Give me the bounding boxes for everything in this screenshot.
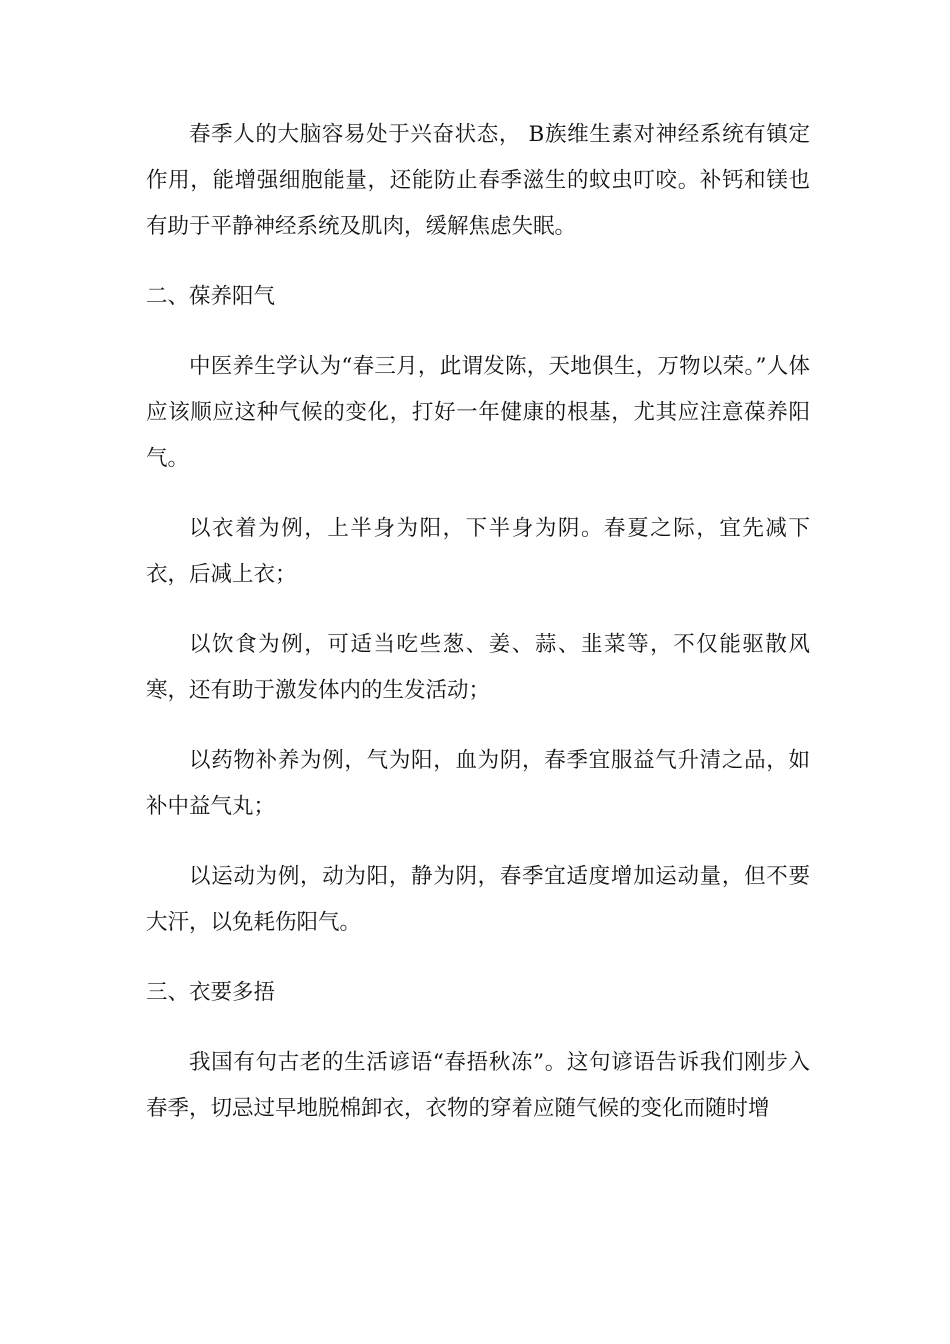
- paragraph-tcm-spring: 中医养生学认为“春三月，此谓发陈，天地俱生，万物以荣。”人体应该顺应这种气候的变化，打好一年健康的根基，尤其应注意葆养阳气。: [146, 354, 810, 471]
- section-heading-3: 三、衣要多捂: [146, 980, 276, 1005]
- paragraph-diet: 以饮食为例，可适当吃些葱、姜、蒜、韭菜等，不仅能驱散风寒，还有助于激发体内的生发活动；: [146, 632, 810, 703]
- paragraph-exercise: 以运动为例，动为阳，静为阴，春季宜适度增加运动量，但不要大汗，以免耗伤阳气。: [146, 864, 810, 935]
- paragraph-vitamin-b: 春季人的大脑容易处于兴奋状态， B族维生素对神经系统有镇定作用，能增强细胞能量，还能防止春季滋生的蚊虫叮咬。补钙和镁也有助于平静神经系统及肌肉，缓解焦虑失眠。: [146, 122, 810, 239]
- paragraph-medicine: 以药物补养为例，气为阳，血为阴，春季宜服益气升清之品，如补中益气丸；: [146, 748, 810, 819]
- document-body: [146, 112, 810, 1132]
- paragraph-clothing: 以衣着为例，上半身为阳，下半身为阴。春夏之际，宜先减下衣，后减上衣；: [146, 516, 810, 587]
- paragraph-spring-covering: 我国有句古老的生活谚语“春捂秋冻”。这句谚语告诉我们刚步入春季，切忌过早地脱棉卸衣，衣物的穿着应随气候的变化而随时增: [146, 1050, 810, 1121]
- section-heading-2: 二、葆养阳气: [146, 284, 276, 309]
